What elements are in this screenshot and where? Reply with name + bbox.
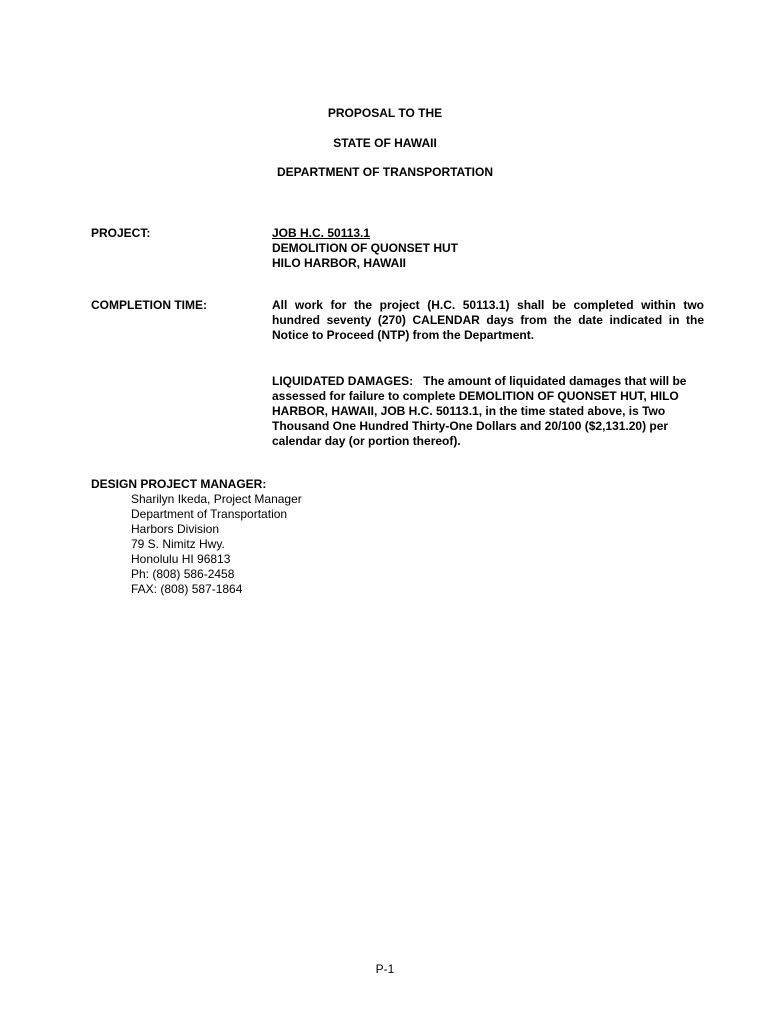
dpm-name: Sharilyn Ikeda, Project Manager [131, 492, 302, 506]
completion-time-text: All work for the project (H.C. 50113.1) shall be completed within two hundred seventy (270) CALENDAR days from the date indicated in the Notice to Proceed (NTP) from the Department. [272, 298, 704, 342]
liquidated-damages-text: LIQUIDATED DAMAGES: The amount of liquidated damages that will be assessed for failure to complete DEMOLITION OF QUONSET HUT, HILO HARBOR, HAWAII, JOB H.C. 50113.1, in the time stated above, is Two Thousand One Hundred Thirty-One Dollars and 20/100 ($2,131.20) per calendar day (or portion thereof). [272, 374, 690, 448]
dpm-city: Honolulu HI 96813 [131, 552, 231, 566]
header-proposal-line: PROPOSAL TO THE [327, 106, 443, 120]
project-job-number: JOB H.C. 50113.1 [272, 226, 371, 240]
design-project-manager-label: DESIGN PROJECT MANAGER: [91, 477, 267, 491]
page-number: P-1 [375, 962, 395, 976]
dpm-fax: FAX: (808) 587-1864 [131, 582, 243, 596]
project-location: HILO HARBOR, HAWAII [272, 256, 406, 270]
dpm-phone: Ph: (808) 586-2458 [131, 567, 235, 581]
project-label: PROJECT: [91, 226, 151, 240]
header-state-line: STATE OF HAWAII [333, 136, 437, 150]
completion-time-label: COMPLETION TIME: [91, 298, 207, 312]
dpm-street: 79 S. Nimitz Hwy. [131, 537, 225, 551]
header-department-line: DEPARTMENT OF TRANSPORTATION [277, 165, 493, 179]
dpm-department: Department of Transportation [131, 507, 288, 521]
dpm-division: Harbors Division [131, 522, 220, 536]
project-details [272, 226, 704, 271]
project-title: DEMOLITION OF QUONSET HUT [272, 241, 458, 255]
design-project-manager-details [131, 492, 302, 597]
